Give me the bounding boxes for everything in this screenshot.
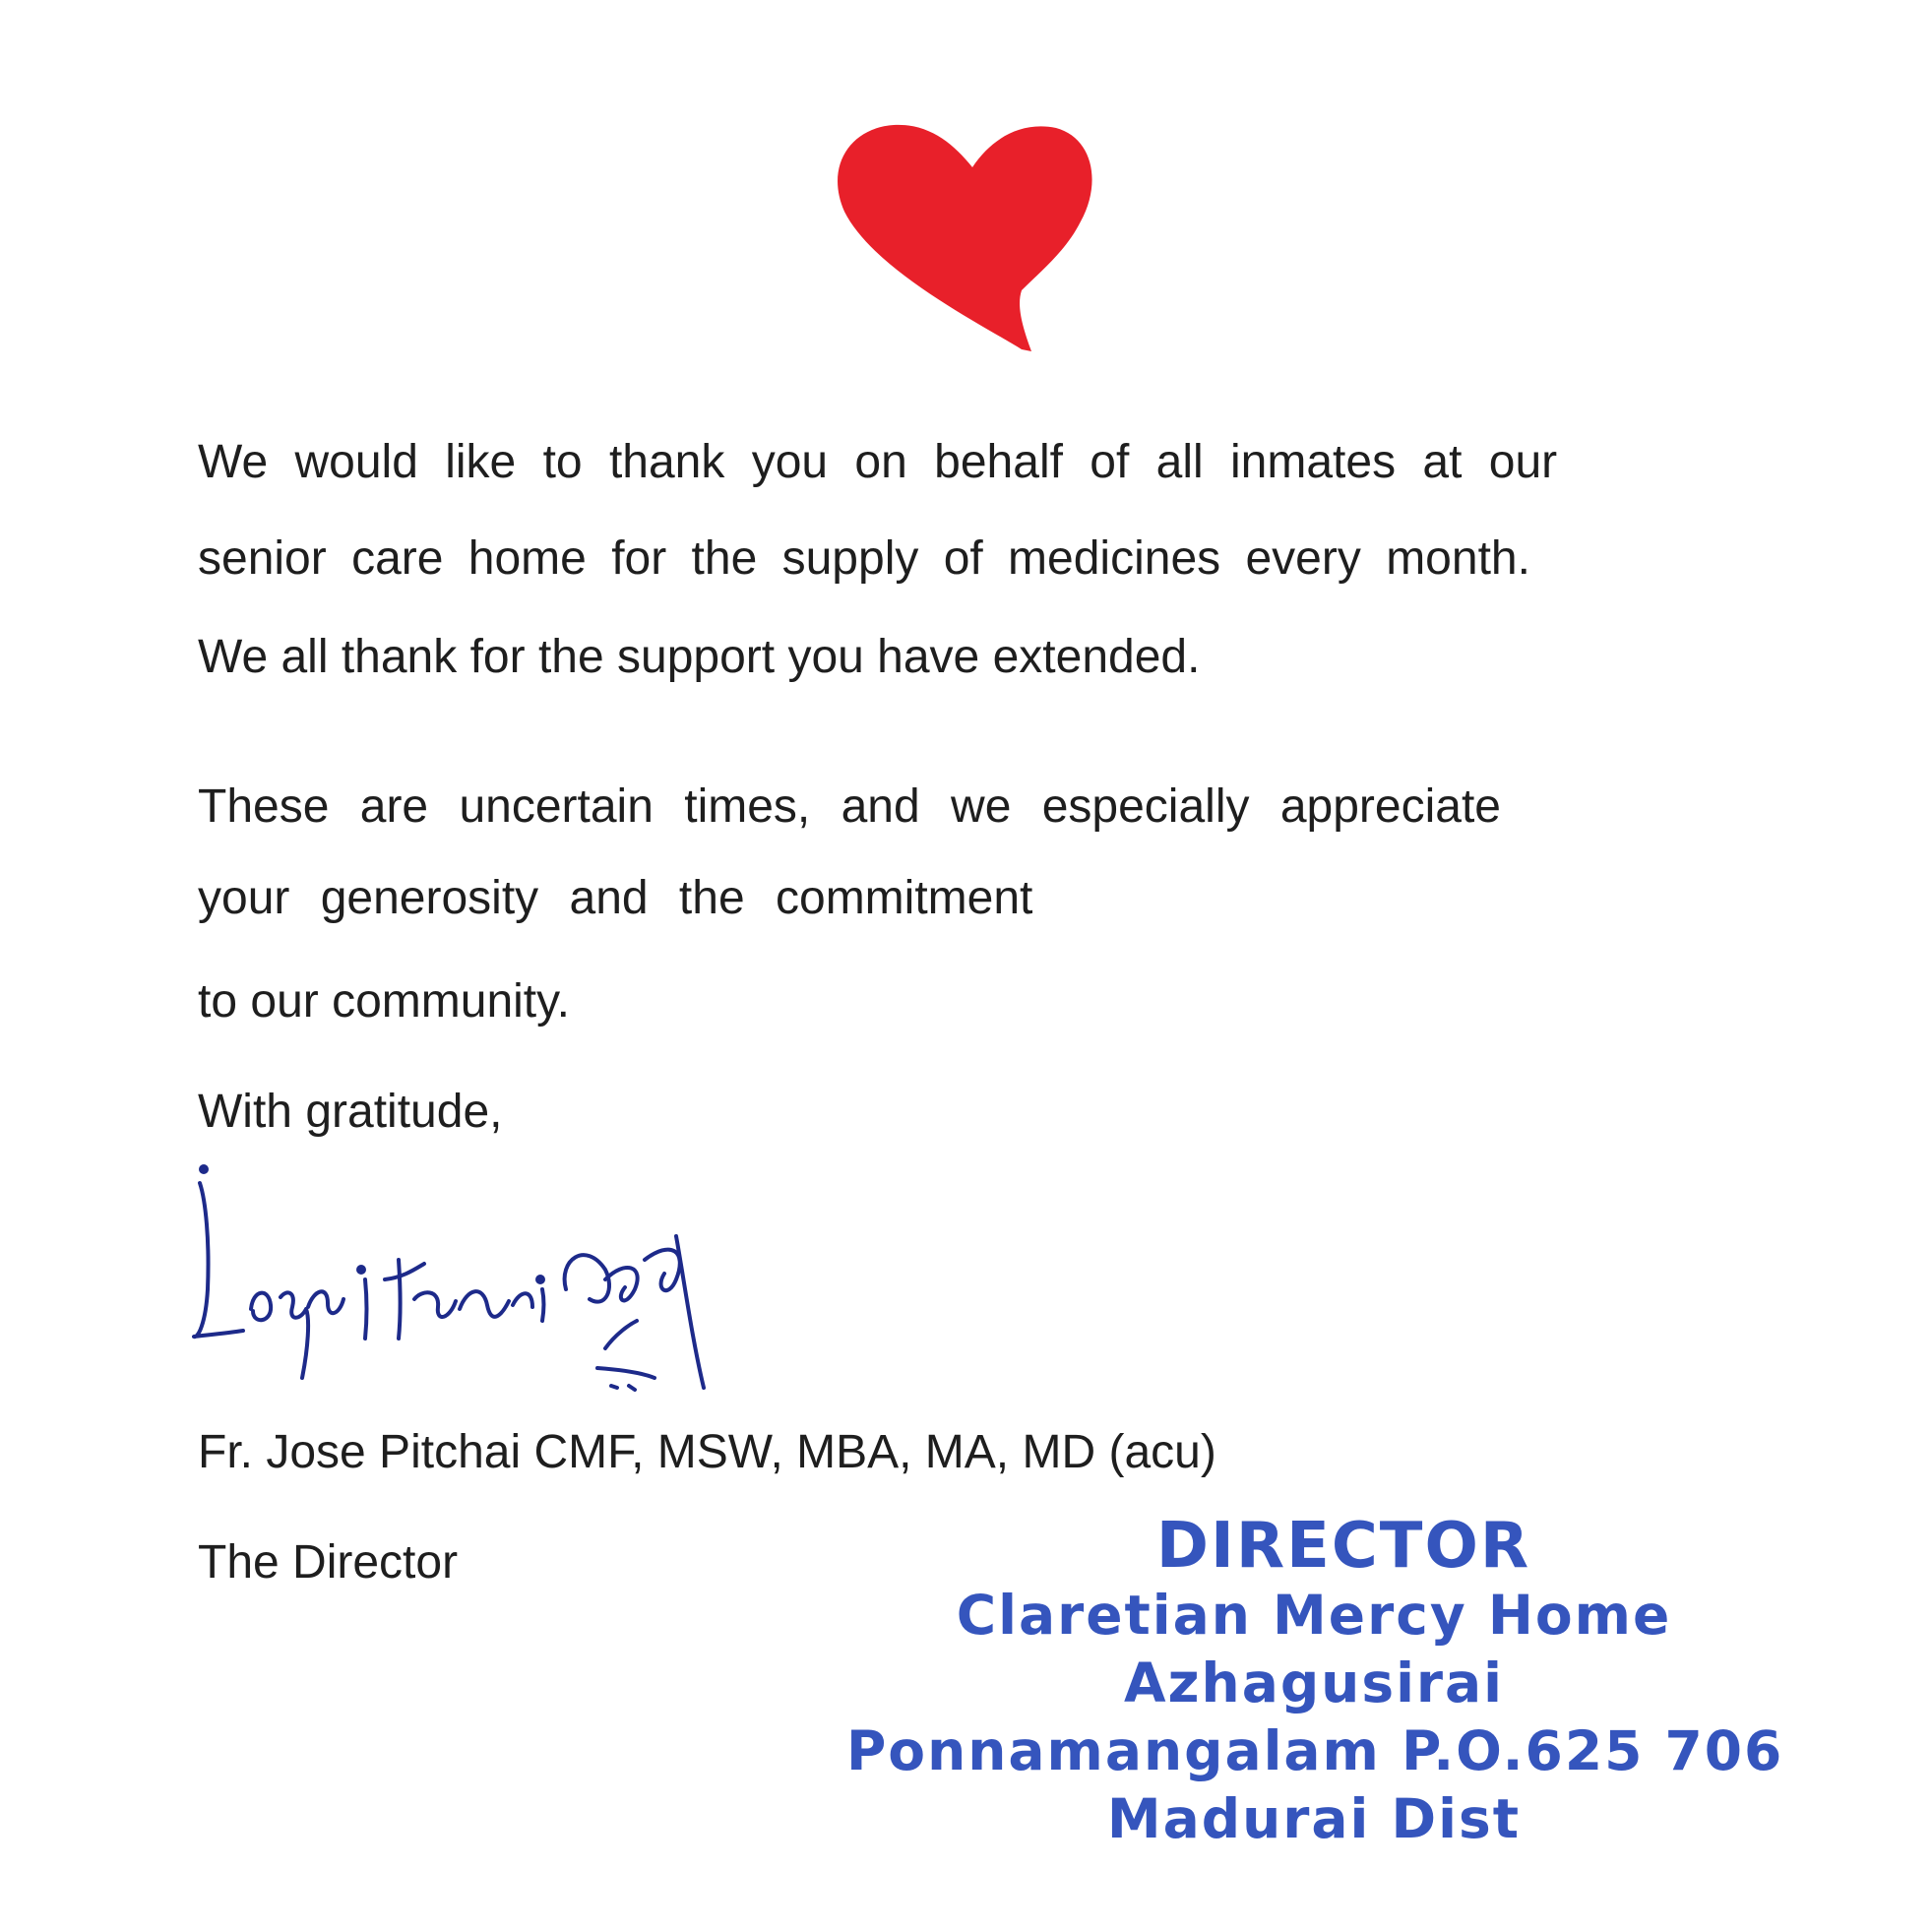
paragraph-1-line-1: We would like to thank you on behalf of all inmates at our xyxy=(198,436,1558,488)
paragraph-2-line-1: These are uncertain times, and we especially appreciate xyxy=(198,780,1501,833)
paragraph-2-line-2: your generosity and the commitment xyxy=(198,872,1033,924)
paragraph-1-line-2: senior care home for the supply of medicines every month. xyxy=(198,532,1530,585)
official-stamp xyxy=(846,1510,1784,1853)
paragraph-1-line-3: We all thank for the support you have extended. xyxy=(198,631,1201,683)
stamp-line-district: Madurai Dist xyxy=(1106,1787,1522,1850)
signatory-role: The Director xyxy=(198,1536,459,1589)
paragraph-2-line-3: to our community. xyxy=(198,975,570,1028)
stamp-line-organization: Claretian Mercy Home xyxy=(956,1584,1672,1647)
stamp-line-locality: Azhagusirai xyxy=(1123,1652,1505,1714)
stamp-line-postal: Ponnamangalam P.O.625 706 xyxy=(846,1719,1784,1782)
closing-salutation: With gratitude, xyxy=(198,1086,503,1138)
handwritten-signature xyxy=(192,1142,753,1398)
stamp-title: DIRECTOR xyxy=(1155,1510,1531,1583)
signatory-name: Fr. Jose Pitchai CMF, MSW, MBA, MA, MD (acu) xyxy=(198,1426,1216,1478)
